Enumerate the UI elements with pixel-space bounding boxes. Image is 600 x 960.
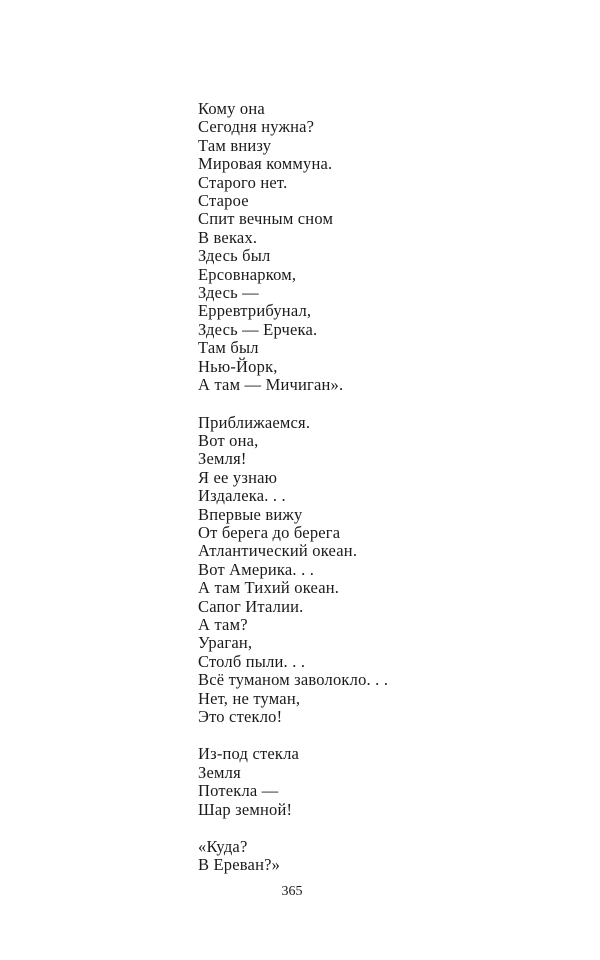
poem-line: В Ереван?» xyxy=(198,855,281,875)
poem-line: Земля xyxy=(198,762,241,782)
poem-line: Здесь — xyxy=(198,283,259,303)
poem-line: Столб пыли. . . xyxy=(198,651,306,671)
poem-line: Здесь был xyxy=(198,246,271,266)
poem-line: В веках. xyxy=(198,227,258,247)
poem-line: Земля! xyxy=(198,449,247,469)
poem-line: Там был xyxy=(198,338,259,358)
stanza-4 xyxy=(198,838,558,875)
poem-line: Вот Америка. . . xyxy=(198,559,315,579)
poem-line: Ерсовнарком, xyxy=(198,264,297,284)
page-number: 365 xyxy=(281,884,303,899)
poem-line: Мировая коммуна. xyxy=(198,154,333,174)
stanza-2 xyxy=(198,414,558,727)
poem-line: Вот она, xyxy=(198,430,259,450)
poem-line: Атлантический океан. xyxy=(198,541,358,561)
poem-line: Впервые вижу xyxy=(198,504,303,524)
poem-line: Здесь — Ерчека. xyxy=(198,319,318,339)
poem-line: Старого нет. xyxy=(198,172,288,192)
poem-line: «Куда? xyxy=(198,837,248,857)
poem-line: Всё туманом заволокло. . . xyxy=(198,670,389,690)
poem-line: Ураган, xyxy=(198,633,253,653)
poem-line: Сапог Италии. xyxy=(198,596,304,616)
poem-line: А там? xyxy=(198,614,248,634)
poem-text xyxy=(198,100,558,894)
poem-line: Я ее узнаю xyxy=(198,467,278,487)
poem-line: А там Тихий океан. xyxy=(198,578,340,598)
poem-line: Издалека. . . xyxy=(198,486,286,506)
poem-line: Потекла — xyxy=(198,781,279,801)
poem-line: А там — Мичиган». xyxy=(198,375,344,395)
stanza-1 xyxy=(198,100,558,395)
poem-line: Там внизу xyxy=(198,135,272,155)
stanza-3 xyxy=(198,745,558,819)
poem-line: Нью-Йорк, xyxy=(198,356,278,376)
poem-line: Сегодня нужна? xyxy=(198,117,315,137)
poem-line: Старое xyxy=(198,191,249,211)
poem-line: Это стекло! xyxy=(198,707,283,726)
poem-line: Кому она xyxy=(198,99,265,118)
poem-line: Из-под стекла xyxy=(198,744,300,764)
poem-line: От берега до берега xyxy=(198,522,341,542)
poem-line: Ерревтрибунал, xyxy=(198,301,312,321)
poem-line: Нет, не туман, xyxy=(198,688,301,708)
poem-line: Шар земной! xyxy=(198,799,293,819)
poem-line: Спит вечным сном xyxy=(198,209,334,229)
poem-line: Приближаемся. xyxy=(198,412,311,432)
